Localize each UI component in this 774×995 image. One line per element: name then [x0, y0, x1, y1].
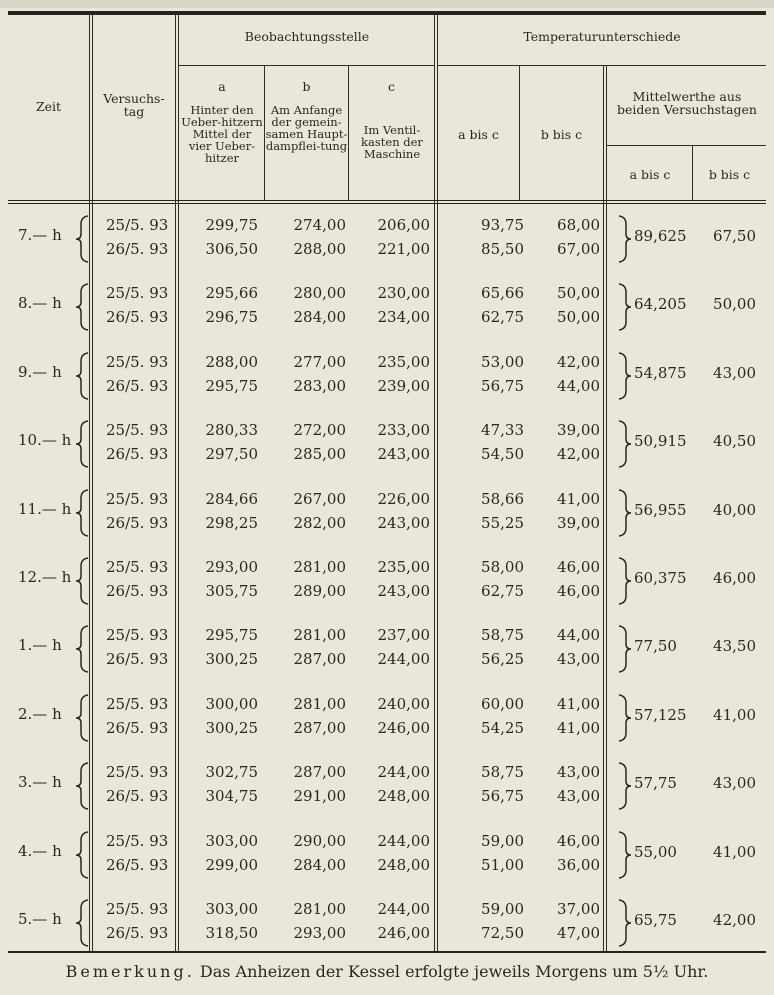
- cell-ac2: 62,75: [481, 582, 524, 600]
- cell-b2: 285,00: [293, 445, 346, 464]
- cell-d2: 26/5. 93: [106, 650, 169, 669]
- right-brace-icon: [617, 351, 633, 405]
- cell-a2: 305,75: [205, 582, 258, 600]
- cell-c2: 243,00: [377, 513, 430, 532]
- cell-a1: 288,00: [205, 352, 258, 371]
- left-brace-icon: [74, 282, 90, 336]
- cell-time: 12.— h: [18, 568, 72, 586]
- cell-ac2: 56,75: [481, 376, 524, 395]
- cell-bc2: 44,00: [557, 376, 600, 395]
- cell-ac1: 58,75: [481, 626, 524, 645]
- cell-ac2: 56,25: [481, 650, 524, 669]
- cell-mbc: 46,00: [713, 569, 756, 587]
- cell-ac1: 93,75: [481, 216, 524, 234]
- cell-mac: 89,625: [634, 227, 687, 245]
- right-brace-icon: [617, 488, 633, 542]
- right-brace-icon: [617, 282, 633, 336]
- cell-ac2: 51,00: [481, 855, 524, 874]
- cell-bc1: 41,00: [557, 489, 600, 508]
- cell-d1: 25/5. 93: [106, 489, 169, 508]
- cell-bc1: 50,00: [557, 284, 600, 303]
- cell-bc1: 37,00: [557, 900, 600, 918]
- cell-d2: 26/5. 93: [106, 513, 169, 532]
- right-brace-icon: [617, 214, 633, 268]
- cell-time: 7.— h: [18, 226, 62, 244]
- cell-c2: 243,00: [377, 582, 430, 600]
- cell-c2: 248,00: [377, 855, 430, 874]
- cell-bc1: 46,00: [557, 831, 600, 850]
- left-brace-icon: [74, 898, 90, 952]
- cell-ac1: 59,00: [481, 831, 524, 850]
- left-brace-icon: [74, 761, 90, 815]
- cell-ac1: 60,00: [481, 694, 524, 713]
- cell-d1: 25/5. 93: [106, 626, 169, 645]
- right-brace-icon: [617, 624, 633, 678]
- cell-mac: 60,375: [634, 569, 687, 587]
- cell-bc1: 44,00: [557, 626, 600, 645]
- cell-bc1: 39,00: [557, 421, 600, 440]
- cell-ac1: 53,00: [481, 352, 524, 371]
- cell-d2: 26/5. 93: [106, 718, 169, 737]
- cell-ac1: 47,33: [481, 421, 524, 440]
- cell-b2: 293,00: [293, 924, 346, 942]
- cell-c1: 235,00: [377, 558, 430, 576]
- cell-c1: 235,00: [377, 352, 430, 371]
- header-mittel-a-bis-c: a bis c: [629, 167, 671, 182]
- cell-d2: 26/5. 93: [106, 582, 169, 600]
- cell-ac2: 85,50: [481, 240, 524, 258]
- cell-d1: 25/5. 93: [106, 558, 169, 576]
- cell-c1: 237,00: [377, 626, 430, 645]
- cell-d2: 26/5. 93: [106, 445, 169, 464]
- right-brace-icon: [617, 830, 633, 884]
- cell-c1: 206,00: [377, 216, 430, 234]
- cell-d1: 25/5. 93: [106, 694, 169, 713]
- cell-a2: 298,25: [205, 513, 258, 532]
- cell-ac2: 54,25: [481, 718, 524, 737]
- header-col-a-text: Hinter den Ueber-hitzern Mittel der vier Ueber-hitzer: [181, 103, 263, 165]
- cell-b2: 291,00: [293, 787, 346, 806]
- cell-ac1: 59,00: [481, 900, 524, 918]
- cell-a1: 284,66: [205, 489, 258, 508]
- cell-c1: 226,00: [377, 489, 430, 508]
- cell-b2: 289,00: [293, 582, 346, 600]
- bottom-rule: [8, 951, 766, 953]
- header-beobachtungsstelle: Beobachtungsstelle: [244, 29, 370, 44]
- cell-b2: 284,00: [293, 855, 346, 874]
- cell-b2: 283,00: [293, 376, 346, 395]
- cell-c1: 244,00: [377, 763, 430, 782]
- cell-d1: 25/5. 93: [106, 831, 169, 850]
- cell-d2: 26/5. 93: [106, 240, 169, 258]
- cell-a2: 296,75: [205, 308, 258, 327]
- cell-a1: 300,00: [205, 694, 258, 713]
- cell-bc2: 50,00: [557, 308, 600, 327]
- cell-ac1: 65,66: [481, 284, 524, 303]
- cell-a1: 302,75: [205, 763, 258, 782]
- cell-time: 3.— h: [18, 773, 62, 792]
- cell-mac: 77,50: [634, 637, 677, 656]
- cell-c1: 233,00: [377, 421, 430, 440]
- cell-time: 10.— h: [18, 431, 72, 450]
- header-mittelwerthe: Mittelwerthe aus beiden Versuchstagen: [617, 89, 757, 117]
- cell-a1: 295,75: [205, 626, 258, 645]
- left-brace-icon: [74, 830, 90, 884]
- left-brace-icon: [74, 419, 90, 473]
- left-brace-icon: [74, 556, 90, 610]
- header-col-a-letter: a: [218, 79, 226, 94]
- left-brace-icon: [74, 488, 90, 542]
- cell-mbc: 41,00: [713, 842, 756, 861]
- cell-ac2: 55,25: [481, 513, 524, 532]
- cell-mbc: 40,50: [713, 432, 756, 451]
- header-body-rule: [8, 200, 766, 204]
- cell-bc1: 41,00: [557, 694, 600, 713]
- cell-d1: 25/5. 93: [106, 900, 169, 918]
- cell-bc2: 36,00: [557, 855, 600, 874]
- cell-b2: 287,00: [293, 650, 346, 669]
- cell-bc2: 42,00: [557, 445, 600, 464]
- cell-bc2: 39,00: [557, 513, 600, 532]
- right-brace-icon: [617, 419, 633, 473]
- cell-b2: 282,00: [293, 513, 346, 532]
- cell-a1: 299,75: [205, 216, 258, 234]
- cell-a1: 295,66: [205, 284, 258, 303]
- cell-c2: 243,00: [377, 445, 430, 464]
- cell-mbc: 43,00: [713, 774, 756, 793]
- cell-mac: 50,915: [634, 432, 687, 451]
- cell-c2: 239,00: [377, 376, 430, 395]
- cell-ac2: 72,50: [481, 924, 524, 942]
- header-versuchstag: Versuchs-tag: [103, 91, 165, 119]
- left-brace-icon: [74, 351, 90, 405]
- cell-d1: 25/5. 93: [106, 763, 169, 782]
- cell-d1: 25/5. 93: [106, 352, 169, 371]
- header-col-b-letter: b: [302, 79, 311, 94]
- right-brace-icon: [617, 761, 633, 815]
- cell-mac: 57,75: [634, 774, 677, 793]
- cell-b2: 284,00: [293, 308, 346, 327]
- cell-ac1: 58,00: [481, 558, 524, 576]
- cell-bc2: 43,00: [557, 787, 600, 806]
- header-zeit: Zeit: [35, 99, 62, 114]
- header-rule-temp: [437, 65, 766, 66]
- cell-time: 1.— h: [18, 636, 62, 655]
- cell-bc2: 47,00: [557, 924, 600, 942]
- header-col-b-text: Am Anfange der gemein-samen Haupt-dampflei-tung: [265, 103, 348, 153]
- cell-mbc: 67,50: [713, 227, 756, 245]
- cell-mac: 64,205: [634, 295, 687, 314]
- cell-a2: 306,50: [205, 240, 258, 258]
- cell-mac: 56,955: [634, 500, 687, 519]
- cell-ac1: 58,75: [481, 763, 524, 782]
- header-rule-mittel: [607, 145, 766, 146]
- cell-a2: 300,25: [205, 650, 258, 669]
- right-brace-icon: [617, 556, 633, 610]
- cell-bc2: 67,00: [557, 240, 600, 258]
- cell-mbc: 40,00: [713, 500, 756, 519]
- remark-text: Das Anheizen der Kessel erfolgte jeweils Morgens um 5½ Uhr.: [199, 962, 709, 981]
- cell-b1: 272,00: [293, 421, 346, 440]
- cell-c2: 244,00: [377, 650, 430, 669]
- cell-bc1: 42,00: [557, 352, 600, 371]
- cell-d1: 25/5. 93: [106, 284, 169, 303]
- header-col-c-letter: c: [387, 79, 395, 94]
- cell-d1: 25/5. 93: [106, 216, 169, 234]
- cell-a1: 303,00: [205, 900, 258, 918]
- cell-ac1: 58,66: [481, 489, 524, 508]
- left-brace-icon: [74, 214, 90, 268]
- cell-d2: 26/5. 93: [106, 376, 169, 395]
- cell-mac: 54,875: [634, 363, 687, 382]
- cell-bc1: 43,00: [557, 763, 600, 782]
- remark-label: Bemerkung.: [65, 962, 195, 981]
- cell-bc2: 41,00: [557, 718, 600, 737]
- cell-a2: 304,75: [205, 787, 258, 806]
- page-top-edge: [0, 0, 774, 8]
- cell-mac: 57,125: [634, 705, 687, 724]
- cell-c1: 244,00: [377, 900, 430, 918]
- cell-a2: 299,00: [205, 855, 258, 874]
- cell-mbc: 43,50: [713, 637, 756, 656]
- left-brace-icon: [74, 624, 90, 678]
- cell-bc1: 68,00: [557, 216, 600, 234]
- cell-time: 4.— h: [18, 841, 62, 860]
- cell-a2: 297,50: [205, 445, 258, 464]
- cell-a1: 280,33: [205, 421, 258, 440]
- cell-ac2: 56,75: [481, 787, 524, 806]
- cell-d1: 25/5. 93: [106, 421, 169, 440]
- cell-c1: 244,00: [377, 831, 430, 850]
- cell-mbc: 43,00: [713, 363, 756, 382]
- cell-d2: 26/5. 93: [106, 855, 169, 874]
- cell-b1: 281,00: [293, 900, 346, 918]
- cell-c2: 246,00: [377, 718, 430, 737]
- cell-mbc: 41,00: [713, 705, 756, 724]
- cell-b1: 281,00: [293, 626, 346, 645]
- top-rule: [8, 11, 766, 15]
- header-rule-beob: [178, 65, 434, 66]
- cell-b1: 274,00: [293, 216, 346, 234]
- cell-d2: 26/5. 93: [106, 924, 169, 942]
- left-brace-icon: [74, 693, 90, 747]
- cell-b2: 288,00: [293, 240, 346, 258]
- cell-a2: 318,50: [205, 924, 258, 942]
- cell-c2: 246,00: [377, 924, 430, 942]
- cell-a2: 295,75: [205, 376, 258, 395]
- cell-c1: 240,00: [377, 694, 430, 713]
- cell-b1: 281,00: [293, 694, 346, 713]
- cell-b1: 287,00: [293, 763, 346, 782]
- cell-time: 5.— h: [18, 910, 62, 928]
- cell-mac: 65,75: [634, 911, 677, 929]
- cell-time: 11.— h: [18, 499, 72, 518]
- cell-mbc: 42,00: [713, 911, 756, 929]
- cell-c2: 248,00: [377, 787, 430, 806]
- cell-ac2: 54,50: [481, 445, 524, 464]
- cell-mbc: 50,00: [713, 295, 756, 314]
- cell-b1: 290,00: [293, 831, 346, 850]
- cell-time: 8.— h: [18, 294, 62, 313]
- cell-time: 9.— h: [18, 362, 62, 381]
- right-brace-icon: [617, 898, 633, 952]
- cell-b2: 287,00: [293, 718, 346, 737]
- cell-b1: 281,00: [293, 558, 346, 576]
- cell-mac: 55,00: [634, 842, 677, 861]
- cell-d2: 26/5. 93: [106, 308, 169, 327]
- cell-b1: 277,00: [293, 352, 346, 371]
- cell-a2: 300,25: [205, 718, 258, 737]
- header-col-c-text: Im Ventil-kasten der Maschine: [361, 123, 423, 161]
- cell-d2: 26/5. 93: [106, 787, 169, 806]
- cell-a1: 303,00: [205, 831, 258, 850]
- cell-bc1: 46,00: [557, 558, 600, 576]
- cell-b1: 267,00: [293, 489, 346, 508]
- cell-bc2: 43,00: [557, 650, 600, 669]
- cell-a1: 293,00: [205, 558, 258, 576]
- header-mittel-b-bis-c: b bis c: [708, 167, 751, 182]
- header-b-bis-c: b bis c: [540, 127, 583, 142]
- cell-c2: 221,00: [377, 240, 430, 258]
- remark-line: [0, 962, 774, 981]
- header-a-bis-c: a bis c: [458, 127, 499, 142]
- cell-bc2: 46,00: [557, 582, 600, 600]
- header-temperaturunterschiede: Temperaturunterschiede: [523, 29, 681, 44]
- cell-time: 2.— h: [18, 704, 62, 723]
- cell-c2: 234,00: [377, 308, 430, 327]
- right-brace-icon: [617, 693, 633, 747]
- cell-c1: 230,00: [377, 284, 430, 303]
- cell-ac2: 62,75: [481, 308, 524, 327]
- cell-b1: 280,00: [293, 284, 346, 303]
